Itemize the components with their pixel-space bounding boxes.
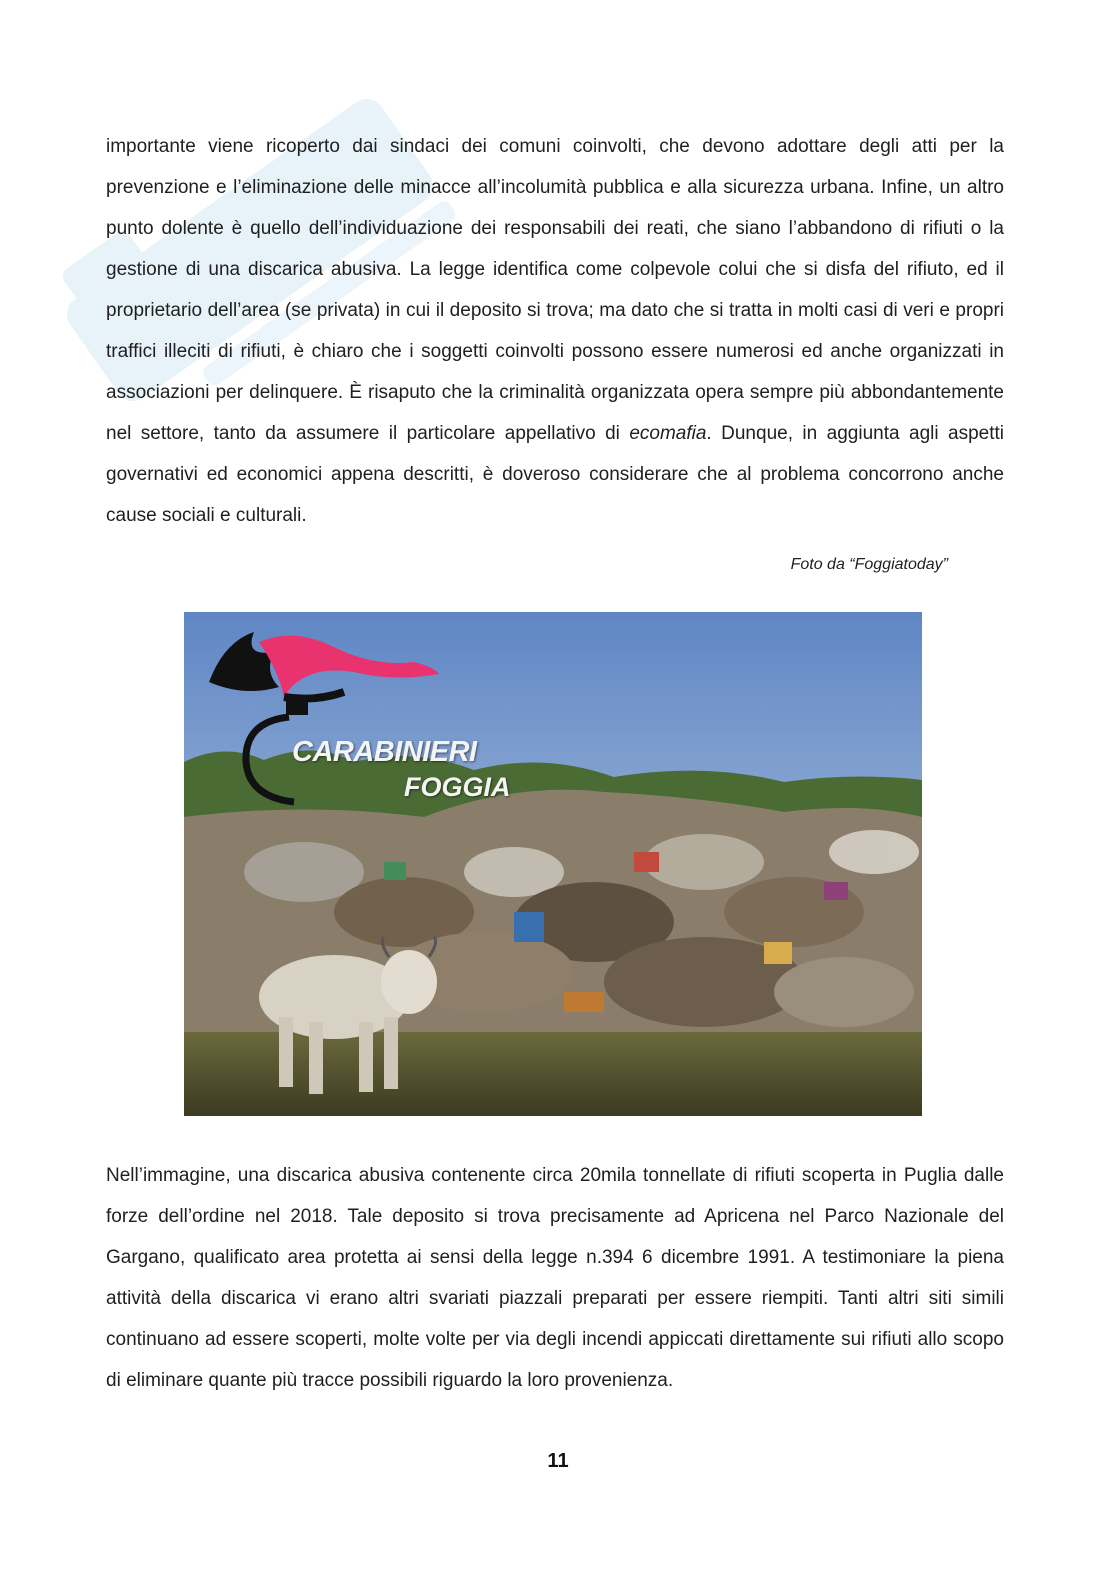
photo-caption: Foto da “Foggiatoday” xyxy=(790,556,948,573)
body-paragraph-2: Nell’immagine, una discarica abusiva contenente circa 20mila tonnellate di rifiuti scoperta in Puglia dalle forze dell’ordine nel 2018. Tale deposito si trova precisamente ad Apricena nel Parco Nazionale del Gargano, qualificato area protetta ai sensi della legge n.394 6 dicembre 1991. A testimoniare la piena attività della discarica vi erano altri svariati piazzali preparati per essere riempiti. Tanti altri siti simili continuano ad essere scoperti, molte volte per via degli incendi appiccati direttamente sui rifiuti allo scopo di eliminare quante più tracce possibili riguardo la loro provenienza. xyxy=(106,1165,1004,1391)
paragraph-1-text-end: . Dunque, in aggiunta agli aspetti governativi ed economici appena descritti, è doveroso considerare che al problema concorrono anche cause sociali e culturali. xyxy=(106,423,1004,526)
landfill-photo xyxy=(184,612,922,1116)
ecomafia-term: ecomafia xyxy=(629,423,707,444)
logo-carabinieri-text: CARABINIERI xyxy=(292,736,477,768)
logo-foggia-text: FOGGIA xyxy=(404,772,511,802)
body-paragraph-1 xyxy=(106,126,1004,536)
paragraph-1-text: importante viene ricoperto dai sindaci dei comuni coinvolti, che devono adottare degli atti per la prevenzione e l’eliminazione delle minacce all’incolumità pubblica e alla sicurezza urbana. Infine, un altro punto dolente è quello dell’individuazione dei responsabili dei reati, che siano l’abbandono di rifiuti o la gestione di una discarica abusiva. La legge identifica come colpevole colui che si disfa del rifiuto, ed il proprietario dell’area (se privata) in cui il deposito si trova; ma dato che si tratta in molti casi di veri e propri traffici illeciti di rifiuti, è chiaro che i soggetti coinvolti possono essere numerosi ed anche organizzati in associazioni per delinquere. È risaputo che la criminalità organizzata opera sempre più abbondantemente nel settore, tanto da assumere il particolare appellativo di xyxy=(106,136,1004,444)
page-number: 11 xyxy=(547,1450,569,1472)
